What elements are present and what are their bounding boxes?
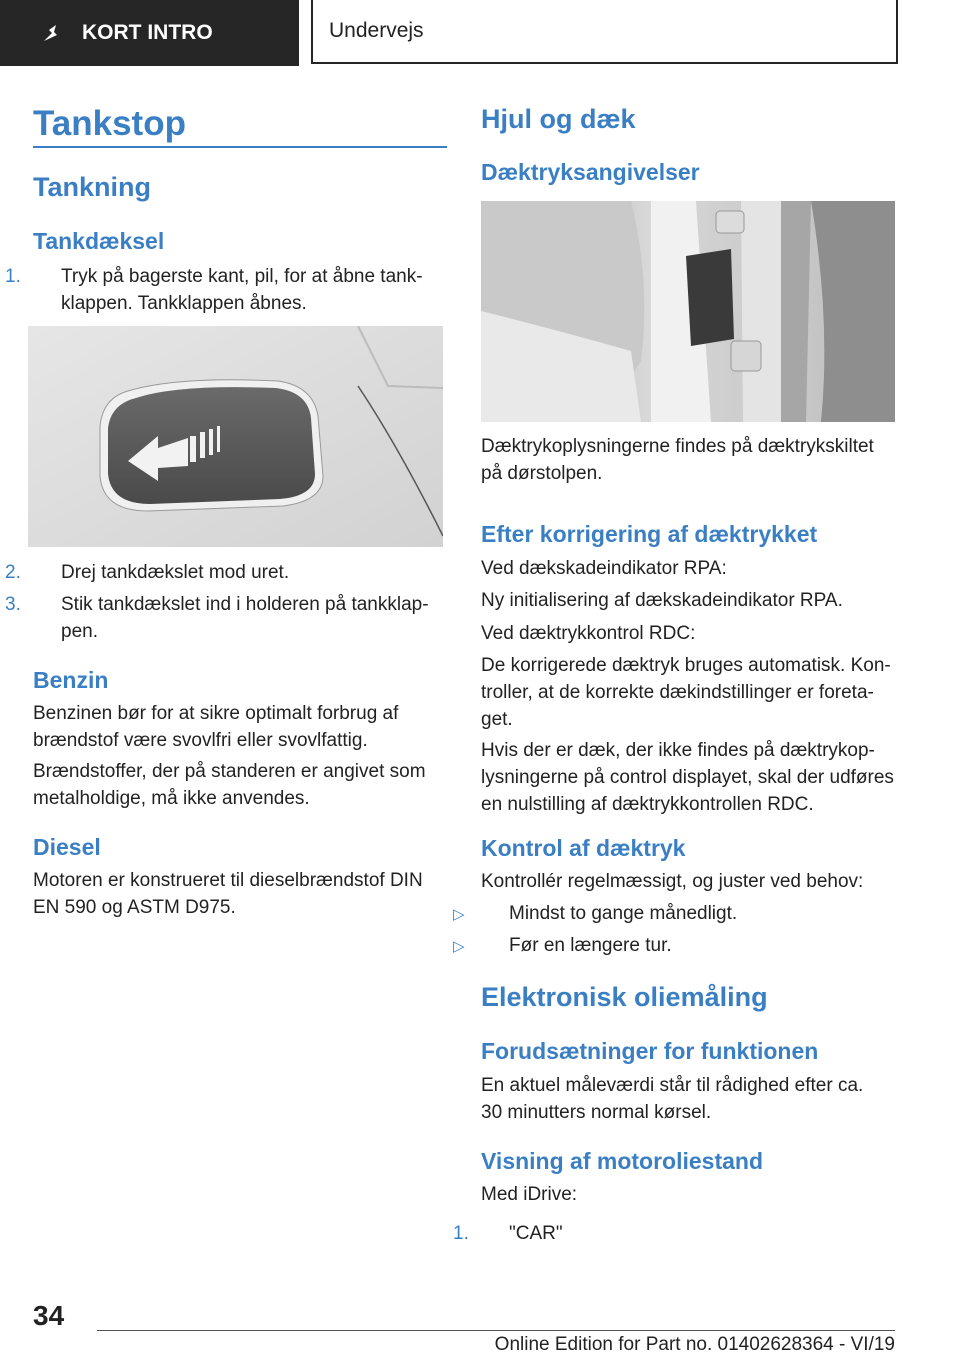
section-title-tankstop: Tankstop bbox=[33, 104, 186, 143]
step-number: 2. bbox=[5, 562, 21, 583]
step-text: "CAR" bbox=[509, 1223, 563, 1244]
paragraph-efter-5: Hvis der er dæk, der ikke findes på dæktrykop‐lysningerne på control displayet, skal der udføres en nulstilling af dæktrykkontrollen RDC. bbox=[481, 740, 894, 815]
bullet-item-1 bbox=[453, 900, 895, 928]
paragraph-diesel: Motoren er konstrueret til dieselbrændstof DIN EN 590 og ASTM D975. bbox=[33, 870, 423, 918]
title-rule bbox=[33, 146, 447, 148]
triangle-bullet-icon: ▷ bbox=[453, 938, 465, 955]
section-tab[interactable] bbox=[0, 0, 299, 66]
heading-visning: Visning af motoroliestand bbox=[481, 1148, 763, 1174]
bullet-item-2 bbox=[453, 932, 895, 960]
paragraph-kontrol: Kontrollér regelmæssigt, og juster ved behov: bbox=[481, 871, 864, 892]
list-item-car bbox=[453, 1220, 895, 1247]
section-tab-label: KORT INTRO bbox=[82, 21, 213, 44]
edition-text: Online Edition for Part no. 01402628364 - VI/19 bbox=[494, 1334, 895, 1355]
page-number: 34 bbox=[33, 1300, 65, 1331]
section-title-oliemaaling: Elektronisk oliemåling bbox=[481, 982, 768, 1012]
paragraph-efter-4: De korrigerede dæktryk bruges automatisk. Kon‐troller, at de korrekte dækindstillinger er foreta‐get. bbox=[481, 655, 891, 730]
paragraph-efter-3: Ved dæktrykkontrol RDC: bbox=[481, 623, 696, 644]
heading-benzin: Benzin bbox=[33, 667, 109, 693]
bullet-text: Mindst to gange månedligt. bbox=[509, 903, 738, 924]
paragraph-benzin-1: Benzinen bør for at sikre optimalt forbrug af brændstof være svovlfri eller svovlfattig. bbox=[33, 703, 399, 751]
step-text: Stik tankdækslet ind i holderen på tankklap‐pen. bbox=[61, 594, 429, 642]
heading-diesel: Diesel bbox=[33, 834, 101, 860]
fuel-flap-image bbox=[28, 326, 443, 547]
step-number: 1. bbox=[5, 266, 21, 287]
car-icon bbox=[42, 23, 64, 43]
heading-efter-korrigering: Efter korrigering af dæktrykket bbox=[481, 521, 818, 547]
step-text: Tryk på bagerste kant, pil, for at åbne tank‐klappen. Tankklappen åbnes. bbox=[61, 266, 423, 314]
bullet-text: Før en længere tur. bbox=[509, 935, 672, 956]
heading-forudsaetninger: Forudsætninger for funktionen bbox=[481, 1038, 819, 1064]
page-header bbox=[0, 0, 960, 66]
footer-rule bbox=[97, 1330, 895, 1331]
door-pillar-image bbox=[481, 201, 895, 422]
heading-tankning: Tankning bbox=[33, 172, 151, 202]
paragraph-efter-1: Ved dækskadeindikator RPA: bbox=[481, 558, 727, 579]
paragraph-benzin-2: Brændstoffer, der på standeren er angivet som metalholdige, må ikke anvendes. bbox=[33, 761, 426, 809]
step-number: 1. bbox=[453, 1223, 469, 1244]
chapter-tab-label: Undervejs bbox=[329, 19, 424, 42]
list-item-step-2 bbox=[5, 559, 447, 586]
heading-tankdaeksel: Tankdæksel bbox=[33, 228, 165, 254]
chapter-tab[interactable] bbox=[311, 0, 898, 64]
step-text: Drej tankdækslet mod uret. bbox=[61, 562, 290, 583]
step-number: 3. bbox=[5, 594, 21, 615]
paragraph-visning: Med iDrive: bbox=[481, 1184, 578, 1205]
list-item-step-1 bbox=[5, 263, 447, 317]
heading-daektryk: Dæktryksangivelser bbox=[481, 159, 700, 185]
section-title-hjul: Hjul og dæk bbox=[481, 104, 636, 134]
triangle-bullet-icon: ▷ bbox=[453, 906, 465, 923]
heading-kontrol: Kontrol af dæktryk bbox=[481, 835, 686, 861]
image-caption: Dæktrykoplysningerne findes på dæktrykskiltet på dørstolpen. bbox=[481, 436, 874, 484]
paragraph-efter-2: Ny initialisering af dækskadeindikator RPA. bbox=[481, 590, 843, 611]
paragraph-forud: En aktuel måleværdi står til rådighed efter ca. 30 minutters normal kørsel. bbox=[481, 1075, 864, 1123]
list-item-step-3 bbox=[5, 591, 447, 645]
